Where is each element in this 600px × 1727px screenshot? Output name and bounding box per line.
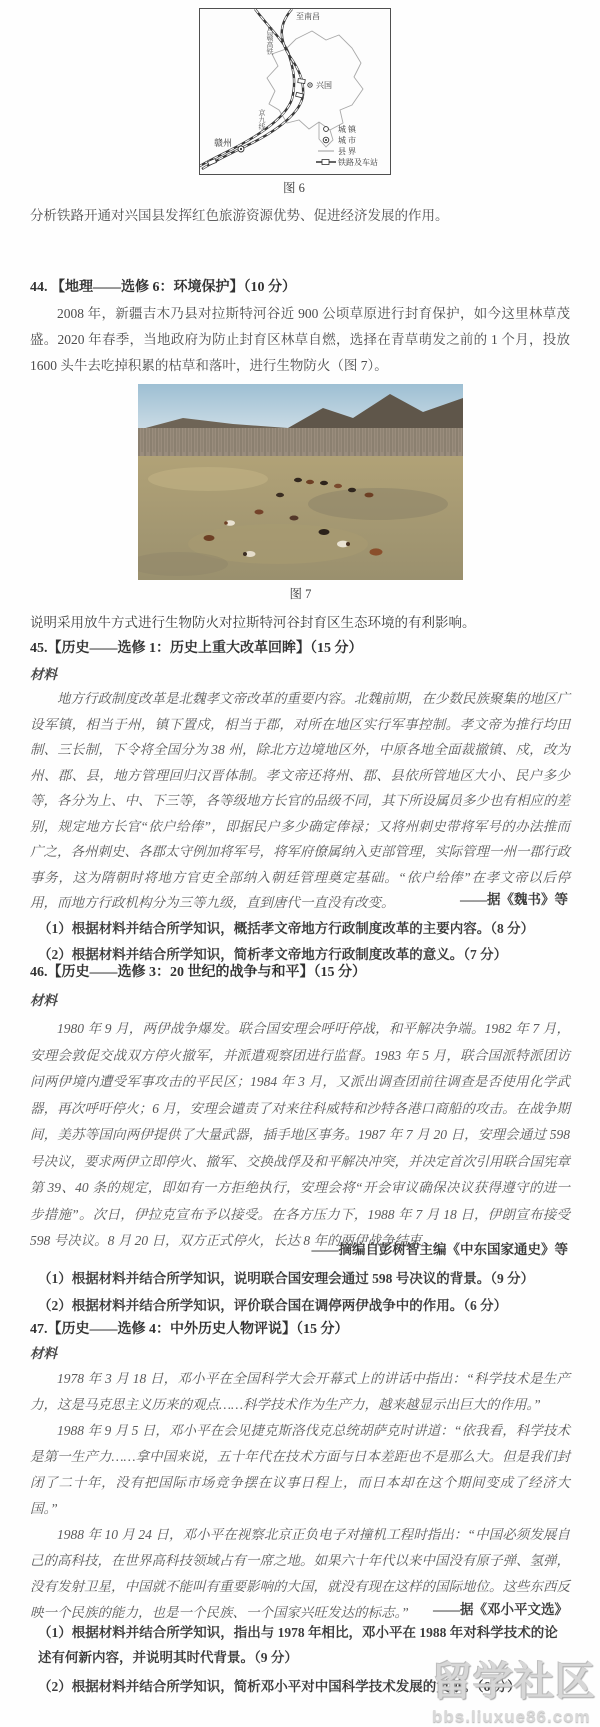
question45-heading: 45.【历史——选修 1：历史上重大改革回眸】（15 分） bbox=[30, 641, 363, 656]
rail-changgan-label: 昌赣高铁 bbox=[266, 27, 274, 55]
question47-material-p2: 1988 年 9 月 5 日，邓小平在会见捷克斯洛伐克总统胡萨克时讲道：“依我看，科学技术是第一生产力……拿中国来说，五十年代在技术方面与日本差距也不是那么大。但是我们封闭了二十年，没有把国际市场竞争摆在议事日程上，而日本却在这个期间变成了经济大国。” bbox=[30, 1423, 570, 1516]
legend-rail-icon-station bbox=[322, 160, 329, 165]
figure6-map bbox=[199, 8, 391, 175]
photo-dirt-patch bbox=[308, 488, 448, 520]
station-marker bbox=[208, 159, 217, 166]
rail-jingjiu-label: 京九线 bbox=[258, 109, 266, 130]
figure6-caption: 图 6 bbox=[283, 181, 305, 195]
ganzhou-city-dot bbox=[240, 148, 242, 150]
legend-county-label: 县 界 bbox=[338, 147, 356, 156]
county-boundary-appendix bbox=[319, 122, 333, 147]
station-marker bbox=[298, 79, 305, 84]
question45-q1: （1）根据材料并结合所学知识，概括孝文帝地方行政制度改革的主要内容。（8 分） bbox=[38, 921, 535, 936]
question47-source: ——据《邓小平文选》 bbox=[433, 1602, 568, 1617]
legend-town-icon bbox=[324, 127, 329, 132]
question47-q2: （2）根据材料并结合所学知识，简析邓小平对中国科学技术发展的贡献。（6 分） bbox=[38, 1679, 521, 1694]
photo-tree-band bbox=[138, 428, 463, 458]
question47-heading: 47.【历史——选修 4：中外历史人物评说】（15 分） bbox=[30, 1322, 349, 1337]
watermark-title: 留学社区 bbox=[432, 1660, 596, 1704]
question43-text: 分析铁路开通对兴国县发挥红色旅游资源优势、促进经济发展的作用。 bbox=[30, 208, 449, 223]
question46-material: 1980 年 9 月，两伊战争爆发。联合国安理会呼吁停战，和平解决争端。1982 年 7 月，安理会敦促交战双方停火撤军，并派遣观察团进行监督。1983 年 5 月，联合国派特派团访问两伊境内遭受军事攻击的平民区；1984 年 3 月，又派出调查团前往调查是否使用化学武器，再次呼吁停火；6 月，安理会谴责了对来往科威特和沙特各港口商船的攻击。在战争期间，美苏等国向两伊提供了大量武器，插手地区事务。1987 年 7 月 20 日，安理会通过 598 号决议，要求两伊立即停火、撤军、交换战俘及和平解决冲突，并决定首次引用联合国宪章第 39、40 条的规定，即如有一方拒绝执行，安理会将“开会审议确保决议获得遵守的进一步措施”。次日，伊拉克宣布予以接受。在各方压力下，1988 年 7 月 18 日，伊朗宣布接受 598 号决议。8 月 20 日，双方正式停火，长达 8 年的两伊战争结束。 bbox=[30, 1021, 570, 1248]
figure6-map-svg bbox=[200, 9, 388, 172]
legend-city-label: 城 市 bbox=[338, 136, 356, 145]
question47-q1: （1）根据材料并结合所学知识，指出与 1978 年相比，邓小平在 1988 年对科学技术的论述有何新内容，并说明其时代背景。（9 分） bbox=[38, 1625, 558, 1665]
question44-question: 说明采用放牛方式进行生物防火对拉斯特河谷封育区生态环境的有利影响。 bbox=[30, 615, 476, 630]
figure6-legend bbox=[316, 124, 378, 167]
photo-grass-patch bbox=[148, 467, 268, 491]
question45-q2: （2）根据材料并结合所学知识，简析孝文帝地方行政制度改革的意义。（7 分） bbox=[38, 947, 508, 962]
question46-source: ——摘编自彭树智主编《中东国家通史》等 bbox=[311, 1242, 568, 1257]
xingguo-town-dot bbox=[309, 84, 310, 85]
to-nanchang-label: 至南昌 bbox=[296, 12, 320, 21]
question45-material-label: 材料 bbox=[30, 667, 57, 682]
figure7-photo bbox=[138, 384, 463, 580]
question46-heading: 46.【历史——选修 3：20 世纪的战争与和平】（15 分） bbox=[30, 965, 366, 980]
xingguo-label: 兴国 bbox=[316, 81, 332, 90]
watermark bbox=[432, 1650, 596, 1727]
figure7-caption: 图 7 bbox=[289, 587, 312, 601]
question44-heading: 44. 【地理——选修 6：环境保护】（10 分） bbox=[30, 280, 296, 295]
legend-town-label: 城 镇 bbox=[338, 125, 356, 134]
question45-source: ——据《魏书》等 bbox=[460, 892, 568, 907]
question46-q2: （2）根据材料并结合所学知识，评价联合国在调停两伊战争中的作用。（6 分） bbox=[38, 1298, 508, 1313]
legend-city-icon-dot bbox=[325, 139, 327, 141]
question44-material: 2008 年，新疆吉木乃县对拉斯特河谷近 900 公顷草原进行封育保护，如今这里林草茂盛。2020 年春季，当地政府为防止封育区林草自燃，选择在青草萌发之前的 1 个月，投放 1600 头牛去吃掉积累的枯草和落叶，进行生物防火（图 7）。 bbox=[30, 306, 570, 373]
ganzhou-label: 赣州 bbox=[214, 138, 233, 148]
question47-material-p3: 1988 年 10 月 24 日，邓小平在视察北京正负电子对撞机工程时指出：“中国必须发展自己的高科技，在世界高科技领域占有一席之地。如果六十年代以来中国没有原子弹、氢弹，没有发射卫星，中国就不能叫有重要影响的大国，就没有现在这样的国际地位。这些东西反映一个民族的能力，也是一个民族、一个国家兴旺发达的标志。” bbox=[30, 1527, 570, 1620]
legend-rail-label: 铁路及车站 bbox=[338, 158, 378, 167]
question46-q1: （1）根据材料并结合所学知识，说明联合国安理会通过 598 号决议的背景。（9 分） bbox=[38, 1271, 535, 1286]
question45-material: 地方行政制度改革是北魏孝文帝改革的重要内容。北魏前期，在少数民族聚集的地区广设军镇，相当于州，镇下置戍，相当于郡，对所在地区实行军事控制。孝文帝为推行均田制、三长制，下令将全国分为 38 州，除北方边境地区外，中原各地全面裁撤镇、戍，改为州、郡、县，地方管理回归汉晋体制。孝文帝还将州、郡、县依所管地区大小、民户多少等，各分为上、中、下三等，各等级地方长官的品级不同，其下所设属员多少也有相应的差别，规定地方长官“依户给俸”，即据民户多少确定俸禄；又将州刺史带将军号的办法推而广之，各州刺史、各郡太守例加将军号，将军府僚属纳入吏部管理，实际管理一州一郡行政事务，这为隋朝时将地方官吏全部纳入朝廷管理奠定基础。“依户给俸”在孝文帝以后停用，而地方行政机构分为三等九级，直到唐代一直没有改变。 bbox=[30, 691, 570, 910]
question47-material bbox=[30, 1366, 570, 1626]
figure7-photo-svg bbox=[138, 384, 463, 580]
question47-material-label: 材料 bbox=[30, 1346, 57, 1361]
watermark-url: bbs.liuxue86.com bbox=[432, 1707, 591, 1726]
question46-material-label: 材料 bbox=[30, 993, 57, 1008]
question47-material-p1: 1978 年 3 月 18 日，邓小平在全国科学大会开幕式上的讲话中指出：“科学技术是生产力，这是马克思主义历来的观点……科学技术作为生产力，越来越显示出巨大的作用。” bbox=[30, 1371, 570, 1412]
